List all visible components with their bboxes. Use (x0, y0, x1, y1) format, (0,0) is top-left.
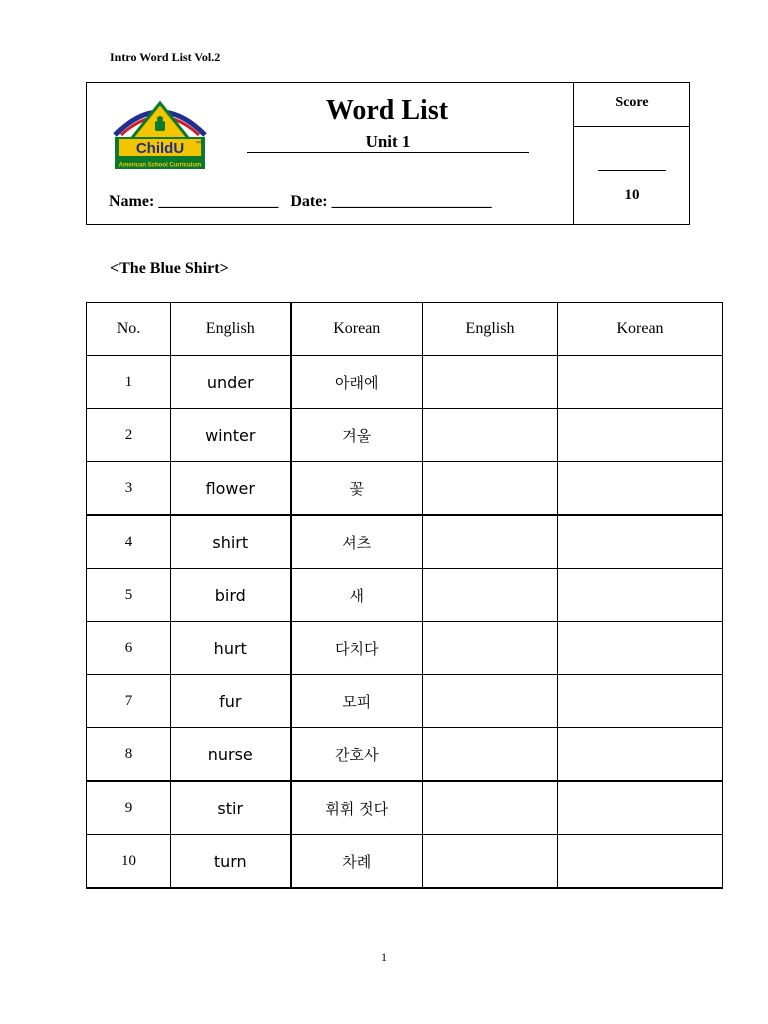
score-blank-line (598, 170, 666, 171)
row-english: flower (171, 462, 291, 516)
row-english: turn (171, 835, 291, 889)
row-number: 1 (87, 356, 171, 409)
row-number: 10 (87, 835, 171, 889)
row-english: nurse (171, 728, 291, 782)
row-english: fur (171, 675, 291, 728)
answer-english-cell[interactable] (423, 515, 558, 569)
answer-korean-cell[interactable] (558, 675, 723, 728)
row-korean: 간호사 (291, 728, 423, 782)
name-date-line: Name: _______________ Date: ____________________ (109, 193, 492, 210)
page-number: 1 (381, 950, 387, 964)
header-english: English (171, 303, 291, 356)
answer-english-cell[interactable] (423, 356, 558, 409)
logo-trademark: ™ (195, 141, 201, 147)
row-number: 9 (87, 781, 171, 835)
answer-korean-cell[interactable] (558, 462, 723, 516)
answer-korean-cell[interactable] (558, 622, 723, 675)
row-number: 6 (87, 622, 171, 675)
childu-logo (107, 95, 213, 173)
answer-english-cell[interactable] (423, 835, 558, 889)
table-row (87, 835, 723, 889)
row-korean: 모피 (291, 675, 423, 728)
table-row (87, 675, 723, 728)
answer-korean-cell[interactable] (558, 728, 723, 782)
answer-english-cell[interactable] (423, 622, 558, 675)
row-english: stir (171, 781, 291, 835)
row-number: 5 (87, 569, 171, 622)
row-korean: 휘휘 젓다 (291, 781, 423, 835)
row-number: 2 (87, 409, 171, 462)
answer-english-cell[interactable] (423, 728, 558, 782)
row-number: 8 (87, 728, 171, 782)
header-korean-blank: Korean (558, 303, 723, 356)
answer-english-cell[interactable] (423, 462, 558, 516)
table-row (87, 569, 723, 622)
answer-korean-cell[interactable] (558, 515, 723, 569)
answer-korean-cell[interactable] (558, 835, 723, 889)
row-english: shirt (171, 515, 291, 569)
header-english-blank: English (423, 303, 558, 356)
score-total: 10 (624, 187, 640, 203)
unit-label: Unit 1 (247, 132, 529, 153)
header-box (86, 82, 690, 225)
table-row (87, 409, 723, 462)
table-row (87, 622, 723, 675)
row-korean: 셔츠 (291, 515, 423, 569)
series-title: Intro Word List Vol.2 (110, 50, 221, 64)
row-english: hurt (171, 622, 291, 675)
row-number: 3 (87, 462, 171, 516)
answer-korean-cell[interactable] (558, 781, 723, 835)
table-row (87, 781, 723, 835)
answer-english-cell[interactable] (423, 569, 558, 622)
row-korean: 새 (291, 569, 423, 622)
header-korean: Korean (291, 303, 423, 356)
row-korean: 아래에 (291, 356, 423, 409)
table-row (87, 356, 723, 409)
header-no: No. (87, 303, 171, 356)
answer-english-cell[interactable] (423, 675, 558, 728)
table-header-row (87, 303, 723, 356)
row-english: winter (171, 409, 291, 462)
answer-korean-cell[interactable] (558, 569, 723, 622)
answer-korean-cell[interactable] (558, 356, 723, 409)
answer-english-cell[interactable] (423, 409, 558, 462)
logo-tagline: American School Curriculum (118, 162, 202, 169)
word-table (86, 302, 723, 889)
row-number: 4 (87, 515, 171, 569)
score-box (573, 83, 690, 224)
table-row (87, 515, 723, 569)
section-title: <The Blue Shirt> (110, 260, 229, 277)
logo-brand: ChildU (135, 140, 185, 157)
answer-english-cell[interactable] (423, 781, 558, 835)
row-korean: 다치다 (291, 622, 423, 675)
row-number: 7 (87, 675, 171, 728)
table-row (87, 462, 723, 516)
score-divider (574, 126, 690, 127)
row-korean: 꽃 (291, 462, 423, 516)
row-english: under (171, 356, 291, 409)
row-english: bird (171, 569, 291, 622)
score-label: Score (615, 95, 649, 110)
table-row (87, 728, 723, 782)
answer-korean-cell[interactable] (558, 409, 723, 462)
page-title: Word List (325, 95, 449, 126)
row-korean: 차례 (291, 835, 423, 889)
row-korean: 겨울 (291, 409, 423, 462)
